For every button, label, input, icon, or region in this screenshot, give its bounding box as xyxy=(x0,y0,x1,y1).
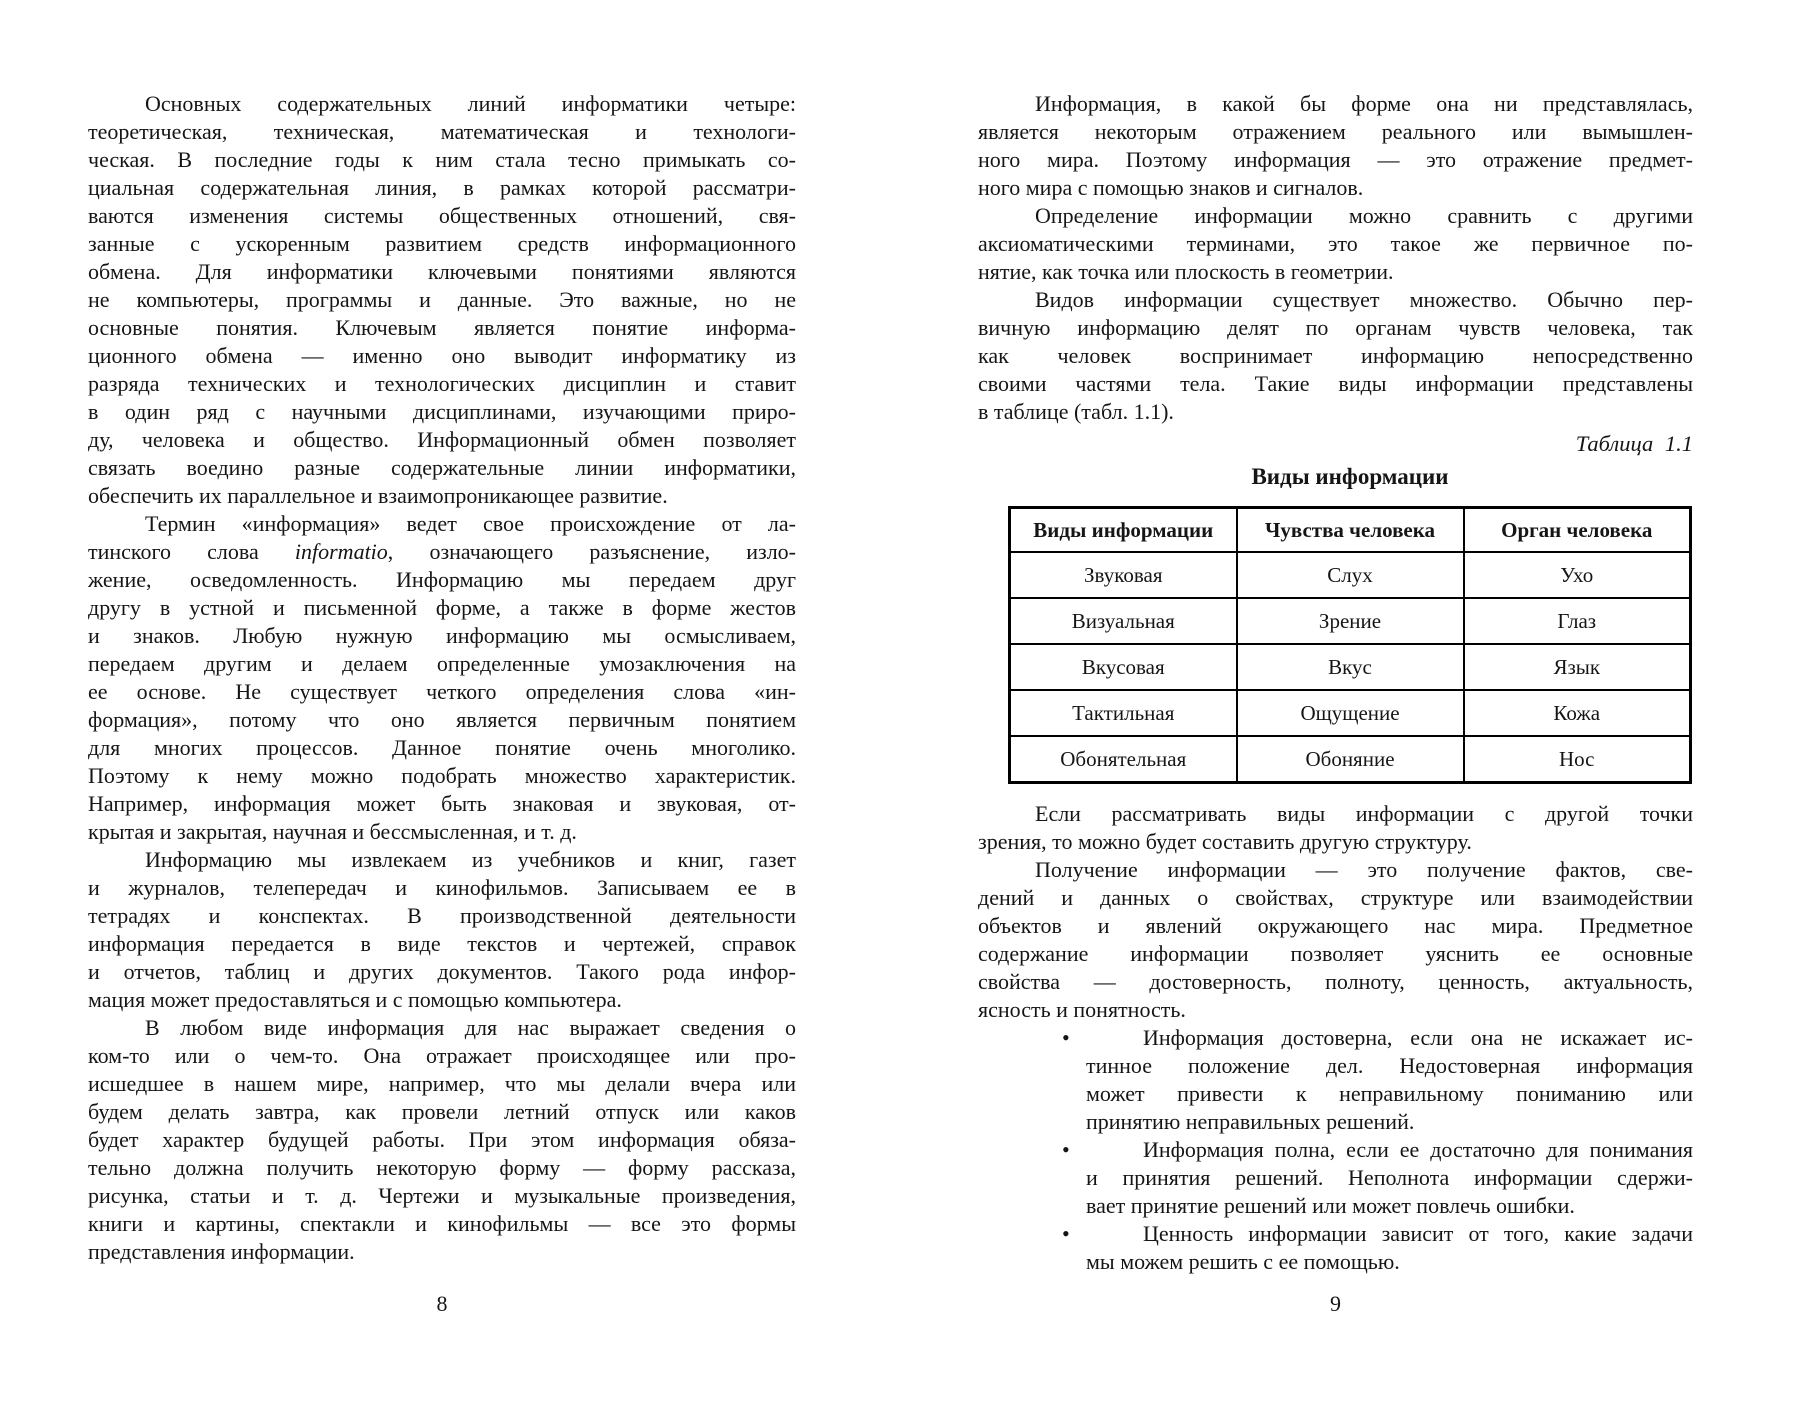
table-cell: Тактильная xyxy=(1010,690,1237,736)
page-9-after-table-text xyxy=(978,800,1693,1024)
text-line: крытая и закрытая, научная и бессмысленная, и т. д. xyxy=(88,819,577,844)
text-line: Поэтому к нему можно подобрать множество характеристик. xyxy=(88,763,796,788)
text-line: для многих процессов. Данное понятие очень многолико. xyxy=(88,735,796,760)
text-line: Термин «информация» ведет свое происхождение от ла- xyxy=(145,511,796,536)
types-of-information-table xyxy=(1008,506,1692,784)
table-header-row xyxy=(1010,508,1691,553)
text-line: формация», потому что оно является первичным понятием xyxy=(88,707,796,732)
table-row xyxy=(1010,598,1691,644)
paragraph xyxy=(88,1014,796,1266)
page-number-right: 9 xyxy=(1330,1291,1341,1316)
text-line: Если рассматривать виды информации с другой точки xyxy=(1035,801,1693,826)
paragraph xyxy=(978,856,1693,1024)
text-line: ваются изменения системы общественных отношений, свя- xyxy=(88,203,796,228)
text-line: мы можем решить с ее помощью. xyxy=(1086,1249,1400,1274)
table-cell: Зрение xyxy=(1237,598,1464,644)
text-line: ее основе. Не существует четкого определения слова «ин- xyxy=(88,679,796,704)
paragraph xyxy=(978,90,1693,202)
text-line: свойства — достоверность, полноту, ценность, актуальность, xyxy=(978,969,1693,994)
table-title: Виды информации xyxy=(1251,464,1449,489)
text-line: объектов и явлений окружающего нас мира. Предметное xyxy=(978,913,1693,938)
table-row xyxy=(1010,736,1691,783)
table-cell: Слух xyxy=(1237,552,1464,598)
text-line: нятие, как точка или плоскость в геометрии. xyxy=(978,259,1394,284)
text-line: тетрадях и конспектах. В производственной деятельности xyxy=(88,903,796,928)
text-line: и принятия решений. Неполнота информации сдержи- xyxy=(1086,1165,1693,1190)
text-line: ду, человека и общество. Информационный обмен позволяет xyxy=(88,427,796,452)
text-line: разряда технических и технологических дисциплин и ставит xyxy=(88,371,796,396)
text-line: является некоторым отражением реального или вымышлен- xyxy=(978,119,1693,144)
text-line: передаем другим и делаем определенные умозаключения на xyxy=(88,651,796,676)
text-line xyxy=(88,538,796,566)
text-line: Ценность информации зависит от того, какие задачи xyxy=(1143,1221,1693,1246)
text-line: циальная содержательная линия, в рамках которой рассматри- xyxy=(88,175,796,200)
table-caption: Таблица 1.1 xyxy=(1575,431,1693,456)
table-row xyxy=(1010,644,1691,690)
text-line: Получение информации — это получение фактов, све- xyxy=(1035,857,1693,882)
text-line: ческая. В последние годы к ним стала тесно примыкать со- xyxy=(88,147,796,172)
table-cell: Язык xyxy=(1464,644,1691,690)
page-8-text xyxy=(88,90,796,1266)
text-line: в один ряд с научными дисциплинами, изучающими приро- xyxy=(88,399,796,424)
text-line: дений и данных о свойствах, структуре или взаимодействии xyxy=(978,885,1693,910)
paragraph xyxy=(88,846,796,1014)
text-line: ного мира. Поэтому информация — это отражение предмет- xyxy=(978,147,1693,172)
bullet-icon: • xyxy=(1062,1137,1070,1162)
text-line: В любом виде информация для нас выражает сведения о xyxy=(145,1015,796,1040)
text-line: обмена. Для информатики ключевыми понятиями являются xyxy=(88,259,796,284)
text-line: Информация, в какой бы форме она ни представлялась, xyxy=(1035,91,1693,116)
text-line: Информация достоверна, если она не искажает ис- xyxy=(1143,1025,1693,1050)
properties-bullet-list xyxy=(978,1024,1693,1276)
text-line: своими частями тела. Такие виды информации представлены xyxy=(978,371,1693,396)
text-line: будем делать завтра, как провели летний отпуск или каков xyxy=(88,1099,796,1124)
text-line: тельно должна получить некоторую форму — форму рассказа, xyxy=(88,1155,796,1180)
text-line: содержание информации позволяет уяснить ее основные xyxy=(978,941,1693,966)
table-cell: Вкусовая xyxy=(1010,644,1237,690)
paragraph xyxy=(88,90,796,510)
text-line: и отчетов, таблиц и других документов. Такого рода инфор- xyxy=(88,959,796,984)
text-line: зрения, то можно будет составить другую структуру. xyxy=(978,829,1472,854)
text-line: связать воедино разные содержательные линии информатики, xyxy=(88,455,796,480)
text-segment: тинского слова xyxy=(88,539,295,564)
column-header: Орган человека xyxy=(1464,508,1691,553)
italic-term: informatio xyxy=(294,539,388,564)
bullet-item xyxy=(978,1136,1693,1220)
text-line: Информацию мы извлекаем из учебников и книг, газет xyxy=(145,847,796,872)
bullet-item xyxy=(978,1220,1693,1276)
table-cell: Обонятельная xyxy=(1010,736,1237,783)
paragraph xyxy=(978,286,1693,426)
text-line: аксиоматическими терминами, это такое же первичное по- xyxy=(978,231,1693,256)
table-cell: Глаз xyxy=(1464,598,1691,644)
column-header: Виды информации xyxy=(1010,508,1237,553)
text-line: ком-то или о чем-то. Она отражает происходящее или про- xyxy=(88,1043,796,1068)
text-line: рисунка, статьи и т. д. Чертежи и музыкальные произведения, xyxy=(88,1183,796,1208)
text-line: вает принятие решений или может повлечь ошибки. xyxy=(1086,1193,1575,1218)
text-line: тинное положение дел. Недостоверная информация xyxy=(1086,1053,1693,1078)
text-line: теоретическая, техническая, математическая и технологи- xyxy=(88,119,796,144)
text-line: и журналов, телепередач и кинофильмов. Записываем ее в xyxy=(88,875,796,900)
bullet-icon: • xyxy=(1062,1221,1070,1246)
table-cell: Кожа xyxy=(1464,690,1691,736)
text-line: будет характер будущей работы. При этом информация обяза- xyxy=(88,1127,796,1152)
paragraph xyxy=(978,800,1693,856)
text-line: информация передается в виде текстов и чертежей, справок xyxy=(88,931,796,956)
text-line: книги и картины, спектакли и кинофильмы — все это формы xyxy=(88,1211,796,1236)
table-cell: Нос xyxy=(1464,736,1691,783)
paragraph xyxy=(88,510,796,846)
bullet-item xyxy=(978,1024,1693,1136)
text-line: жение, осведомленность. Информацию мы передаем друг xyxy=(88,567,796,592)
table-cell: Обоняние xyxy=(1237,736,1464,783)
text-line: Информация полна, если ее достаточно для понимания xyxy=(1143,1137,1693,1162)
text-line: не компьютеры, программы и данные. Это важные, но не xyxy=(88,287,796,312)
text-line: как человек воспринимает информацию непосредственно xyxy=(978,343,1693,368)
bullet-icon: • xyxy=(1062,1025,1070,1050)
text-line: принятию неправильных решений. xyxy=(1086,1109,1415,1134)
text-line: мация может предоставляться и с помощью компьютера. xyxy=(88,987,622,1012)
text-line: Например, информация может быть знаковая и звуковая, от- xyxy=(88,791,796,816)
table-row xyxy=(1010,552,1691,598)
page-9-intro-text xyxy=(978,90,1693,426)
text-line: ционного обмена — именно оно выводит информатику из xyxy=(88,343,796,368)
text-line: исшедшее в нашем мире, например, что мы делали вчера или xyxy=(88,1071,796,1096)
text-line: обеспечить их параллельное и взаимопроникающее развитие. xyxy=(88,483,668,508)
table-cell: Звуковая xyxy=(1010,552,1237,598)
table-row xyxy=(1010,690,1691,736)
page-number-left: 8 xyxy=(436,1291,448,1316)
text-segment: , означающего разъяснение, изло- xyxy=(387,539,797,564)
paragraph xyxy=(978,202,1693,286)
text-line: Основных содержательных линий информатики четыре: xyxy=(145,91,796,116)
text-line: ного мира с помощью знаков и сигналов. xyxy=(978,175,1364,200)
table-cell: Ощущение xyxy=(1237,690,1464,736)
table-cell: Визуальная xyxy=(1010,598,1237,644)
page-9 xyxy=(978,90,1693,1330)
text-line: занные с ускоренным развитием средств информационного xyxy=(88,231,796,256)
text-line: основные понятия. Ключевым является понятие информа- xyxy=(88,315,796,340)
text-line: может привести к неправильному пониманию или xyxy=(1086,1081,1693,1106)
table-cell: Вкус xyxy=(1237,644,1464,690)
text-line: Видов информации существует множество. Обычно пер- xyxy=(1035,287,1693,312)
text-line: Определение информации можно сравнить с другими xyxy=(1035,203,1693,228)
text-line: представления информации. xyxy=(88,1239,355,1264)
table-cell: Ухо xyxy=(1464,552,1691,598)
text-line: другу в устной и письменной форме, а также в форме жестов xyxy=(88,595,796,620)
text-line: ясность и понятность. xyxy=(978,997,1186,1022)
text-line: в таблице (табл. 1.1). xyxy=(978,399,1174,424)
column-header: Чувства человека xyxy=(1237,508,1464,553)
text-line: вичную информацию делят по органам чувств человека, так xyxy=(978,315,1693,340)
text-line: и знаков. Любую нужную информацию мы осмысливаем, xyxy=(88,623,796,648)
page-8 xyxy=(88,90,796,1330)
